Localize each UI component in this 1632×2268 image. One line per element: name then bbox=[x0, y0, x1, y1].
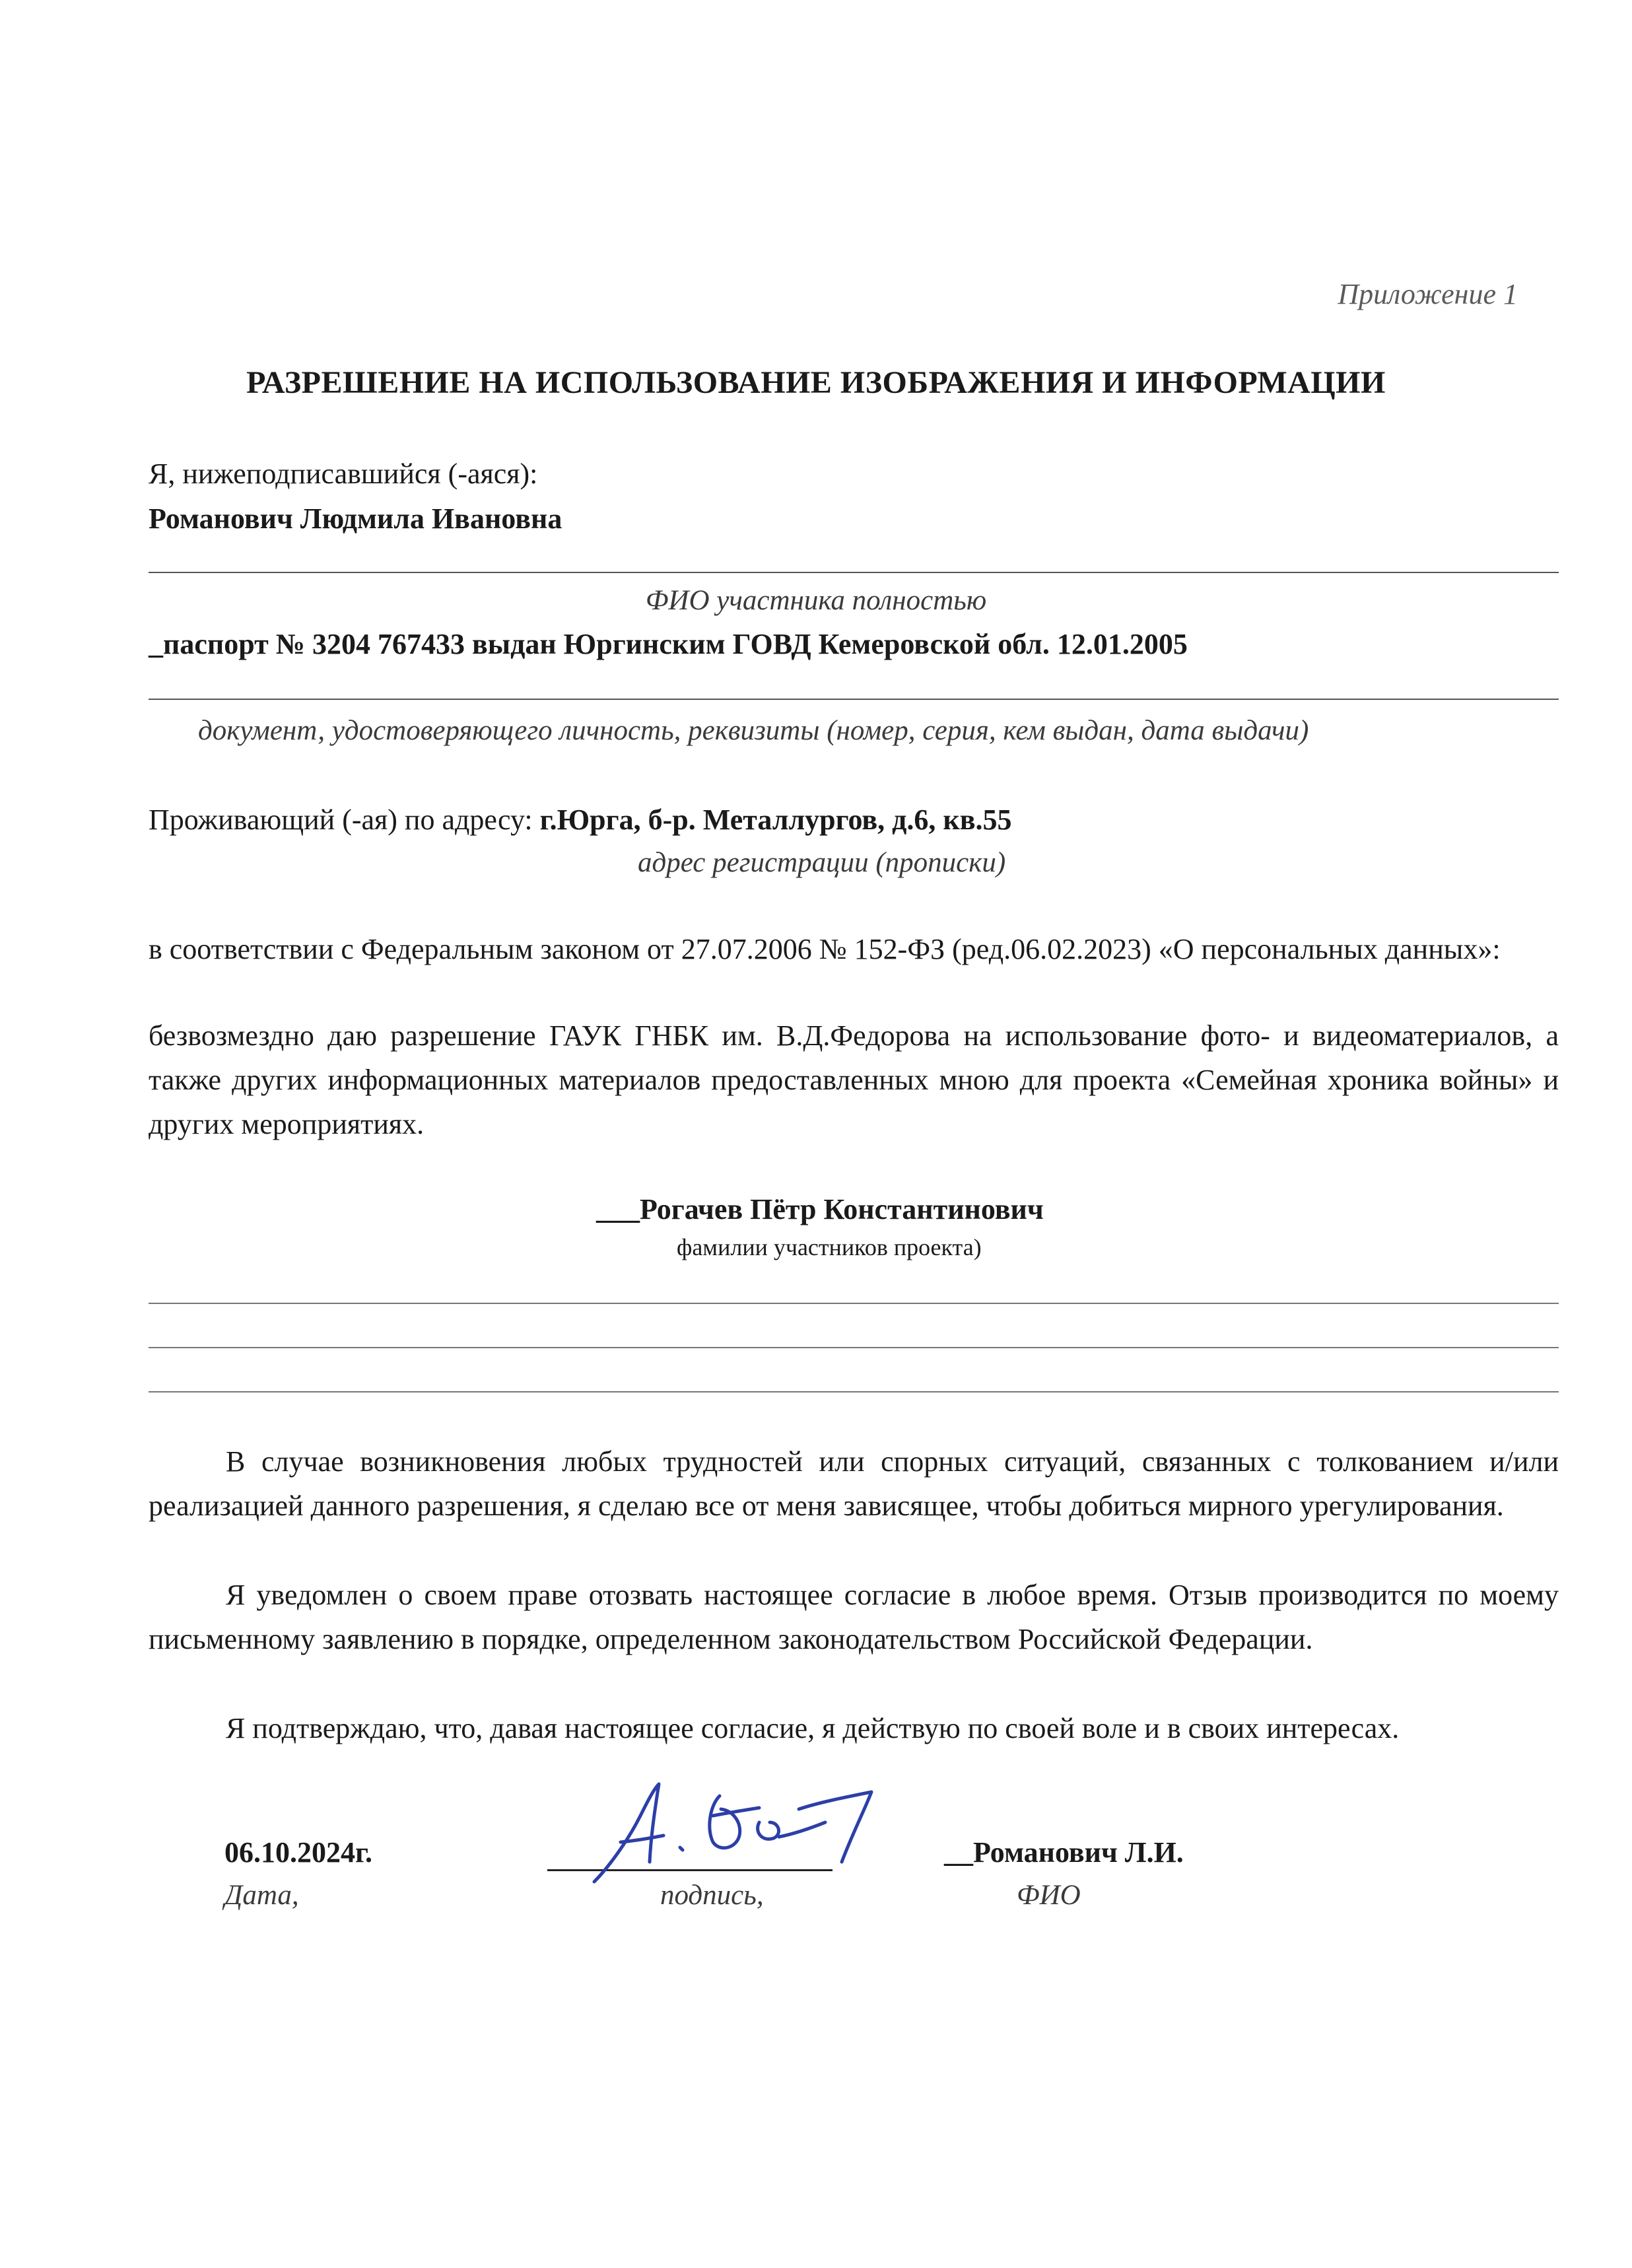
intro-label: Я, нижеподписавшийся (-аяся): bbox=[149, 458, 538, 490]
date-caption: Дата, bbox=[224, 1880, 299, 1911]
fio-value: __Романович Л.И. bbox=[944, 1836, 1184, 1869]
passport-details: _паспорт № 3204 767433 выдан Юргинским ГОВД Кемеровской обл. 12.01.2005 bbox=[149, 628, 1188, 660]
project-participant-caption: фамилии участников проекта) bbox=[677, 1234, 982, 1260]
project-participant: ___Рогачев Пётр Константинович bbox=[596, 1193, 1044, 1225]
passport-rule bbox=[149, 699, 1559, 700]
permission-paragraph: безвозмездно даю разрешение ГАУК ГНБК им. В.Д.Федорова на использование фото- и видеоматериалов, а также других информационных материалов предоставленных мною для проекта «Семейная хроника войны» и других мероприятиях. bbox=[149, 1019, 1559, 1140]
address-caption: адрес регистрации (прописки) bbox=[638, 847, 1006, 878]
address-label: Проживающий (-ая) по адресу: bbox=[149, 804, 533, 836]
address-value: г.Юрга, б-р. Металлургов, д.6, кв.55 bbox=[539, 804, 1012, 836]
participants-rule-1 bbox=[149, 1303, 1559, 1304]
appendix-label: Приложение 1 bbox=[1338, 278, 1518, 310]
clause-confirmation: Я подтверждаю, что, давая настоящее согласие, я действую по своей воле и в своих интересах. bbox=[226, 1712, 1400, 1744]
participant-name-rule bbox=[149, 572, 1559, 573]
date-value: 06.10.2024г. bbox=[224, 1836, 373, 1869]
address-line bbox=[149, 803, 1012, 837]
passport-caption: документ, удостоверяющего личность, реквизиты (номер, серия, кем выдан, дата выдачи) bbox=[198, 715, 1309, 746]
document-title: РАЗРЕШЕНИЕ НА ИСПОЛЬЗОВАНИЕ ИЗОБРАЖЕНИЯ И ИНФОРМАЦИИ bbox=[246, 365, 1386, 400]
participant-name: Романович Людмила Ивановна bbox=[149, 502, 562, 535]
participants-rule-3 bbox=[149, 1391, 1559, 1392]
signature-caption: подпись, bbox=[660, 1880, 764, 1911]
participants-rule-2 bbox=[149, 1347, 1559, 1348]
participant-name-caption: ФИО участника полностью bbox=[645, 585, 987, 616]
clause-disputes: В случае возникновения любых трудностей или спорных ситуаций, связанных с толкованием и/или реализацией данного разрешения, я сделаю все от меня зависящее, чтобы добиться мирного урегулирования. bbox=[149, 1445, 1559, 1522]
law-paragraph: в соответствии с Федеральным законом от 27.07.2006 № 152-ФЗ (ред.06.02.2023) «О персональных данных»: bbox=[149, 933, 1501, 965]
clause-withdrawal: Я уведомлен о своем праве отозвать настоящее согласие в любое время. Отзыв производится по моему письменному заявлению в порядке, определенном законодательством Российской Федерации. bbox=[149, 1579, 1559, 1655]
fio-caption: ФИО bbox=[1017, 1880, 1081, 1911]
